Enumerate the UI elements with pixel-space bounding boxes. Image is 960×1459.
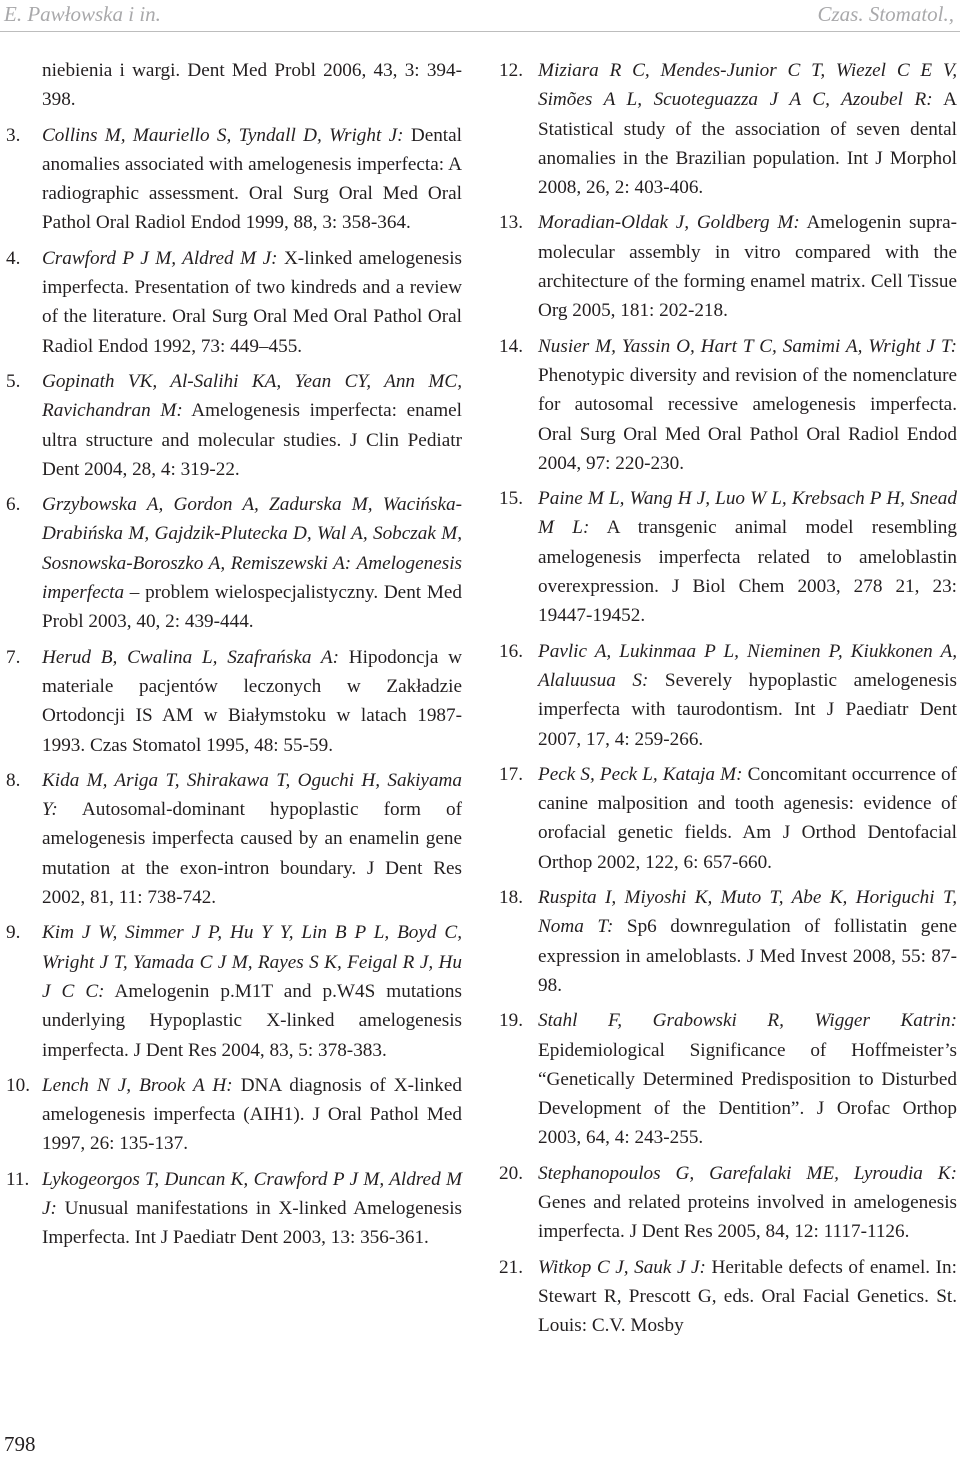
page-number: 798 [4, 1432, 36, 1456]
reference-8: 8. Kida M, Ariga T, Shirakawa T, Oguchi H, Sakiyama Y: Autosomal-dominant hypoplastic form of amelogenesis imperfecta caused by an enamelin gene mutation at the exon-intron boundary. J Dent Res 2002, 81, 11: 738-742. [6, 769, 462, 909]
reference-9: 9. Kim J W, Simmer J P, Hu Y Y, Lin B P L, Boyd C, Wright J T, Yamada C J M, Rayes S K, Feigal R J, Hu J C C: Amelogenin p.M1T and p.W4S mutations underlying Hypoplastic X-linked amelogenesis imperfecta. J Dent Res 2004, 83, 5: 378-383. [6, 922, 462, 1061]
reference-20: 20. Stephanopoulos G, Garefalaki ME, Lyroudia K: Genes and related proteins involved in amelogenesis imperfecta. J Dent Res 2005, 84, 12: 1117-1126. [499, 1162, 957, 1243]
reference-13: 13. Moradian-Oldak J, Goldberg M: Amelogenin supra-molecular assembly in vitro compared with the architecture of the forming enamel matrix. Cell Tissue Org 2005, 181: 202-218. [499, 212, 957, 322]
running-header [0, 0, 960, 36]
reference-10: 10. Lench N J, Brook A H: DNA diagnosis of X-linked amelogenesis imperfecta (AIH1). J Oral Pathol Med 1997, 26: 135-137. [6, 1074, 462, 1155]
reference-18: 18. Ruspita I, Miyoshi K, Muto T, Abe K, Horiguchi T, Noma T: Sp6 downregulation of follistatin gene expression in ameloblasts. J Med Invest 2008, 55: 87-98. [499, 887, 958, 996]
reference-4: 4. Crawford P J M, Aldred M J: X-linked amelogenesis imperfecta. Presentation of two kindreds and a review of the literature. Oral Surg Oral Med Oral Pathol Oral Radiol Endod 1992, 73: 449–455. [6, 247, 462, 357]
header-journal: Czas. Stomatol., [817, 2, 954, 26]
reference-19: 19. Stahl F, Grabowski R, Wigger Katrin: Epidemiological Significance of Hoffmeister’s “Genetically Determined Predisposition to Disturbed Development of the Dentition”. J Orofac Orthop 2003, 64, 4: 243-255. [499, 1010, 957, 1149]
reference-11: 11. Lykogeorgos T, Duncan K, Crawford P J M, Aldred M J: Unusual manifestations in X-linked Amelogenesis Imperfecta. Int J Paediatr Dent 2003, 13: 356-361. [6, 1168, 462, 1249]
reference-continuation: niebienia i wargi. Dent Med Probl 2006, 43, 3: 394-398. [42, 60, 462, 111]
reference-5: 5. Gopinath VK, Al-Salihi KA, Yean CY, Ann MC, Ravichandran M: Amelogenesis imperfecta: enamel ultra structure and molecular studies. J Clin Pediatr Dent 2004, 28, 4: 319-22. [6, 370, 462, 480]
header-authors: E. Pawłowska i in. [4, 2, 161, 26]
reference-3: 3. Collins M, Mauriello S, Tyndall D, Wright J: Dental anomalies associated with amelogenesis imperfecta: A radiographic assessment. Oral Surg Oral Med Oral Pathol Oral Radiol Endod 1999, 88, 3: 358-364. [6, 124, 462, 234]
reference-15: 15. Paine M L, Wang H J, Luo W L, Krebsach P H, Snead M L: A transgenic animal model resembling amelogenesis imperfecta related to ameloblastin overexpression. J Biol Chem 2003, 278 21, 23: 19447-19452. [499, 488, 957, 627]
references-right-column [499, 56, 957, 1346]
reference-17: 17. Peck S, Peck L, Kataja M: Concomitant occurrence of canine malposition and tooth agenesis: evidence of orofacial genetic fields. Am J Orthod Dentofacial Orthop 2002, 122, 6: 657-660. [499, 763, 958, 873]
reference-16: 16. Pavlic A, Lukinmaa P L, Nieminen P, Kiukkonen A, Alaluusua S: Severely hypoplastic amelogenesis imperfecta with taurodontism. Int J Paediatr Dent 2007, 17, 4: 259-266. [499, 640, 957, 750]
reference-6: 6. Grzybowska A, Gordon A, Zadurska M, Wacińska-Drabińska M, Gajdzik-Plutecka D, Wal A, Sobczak M, Sosnowska-Boroszko A, Remiszewski A: Amelogenesis imperfecta – problem wielospecjalistyczny. Dent Med Probl 2003, 40, 2: 439-444. [6, 494, 462, 633]
reference-21: 21. Witkop C J, Sauk J J: Heritable defects of enamel. In: Stewart R, Prescott G, eds. Oral Facial Genetics. St. Louis: C.V. Mosby [499, 1256, 957, 1337]
header-rule [0, 31, 960, 32]
reference-14: 14. Nusier M, Yassin O, Hart T C, Samimi A, Wright J T: Phenotypic diversity and revision of the nomenclature for autosomal recessive amelogenesis imperfecta. Oral Surg Oral Med Oral Pathol Oral Radiol Endod 2004, 97: 220-230. [499, 335, 957, 474]
references-left-column [0, 56, 462, 1259]
reference-7: 7. Herud B, Cwalina L, Szafrańska A: Hipodoncja w materiale pacjentów leczonych w Zakładzie Ortodoncji IS AM w Białymstoku w latach 1987-1993. Czas Stomatol 1995, 48: 55-59. [6, 646, 462, 756]
reference-12: 12. Miziara R C, Mendes-Junior C T, Wiezel C E V, Simões A L, Scuoteguazza J A C, Azoubel R: A Statistical study of the association of seven dental anomalies in the Brazilian population. Int J Morphol 2008, 26, 2: 403-406. [499, 60, 957, 199]
